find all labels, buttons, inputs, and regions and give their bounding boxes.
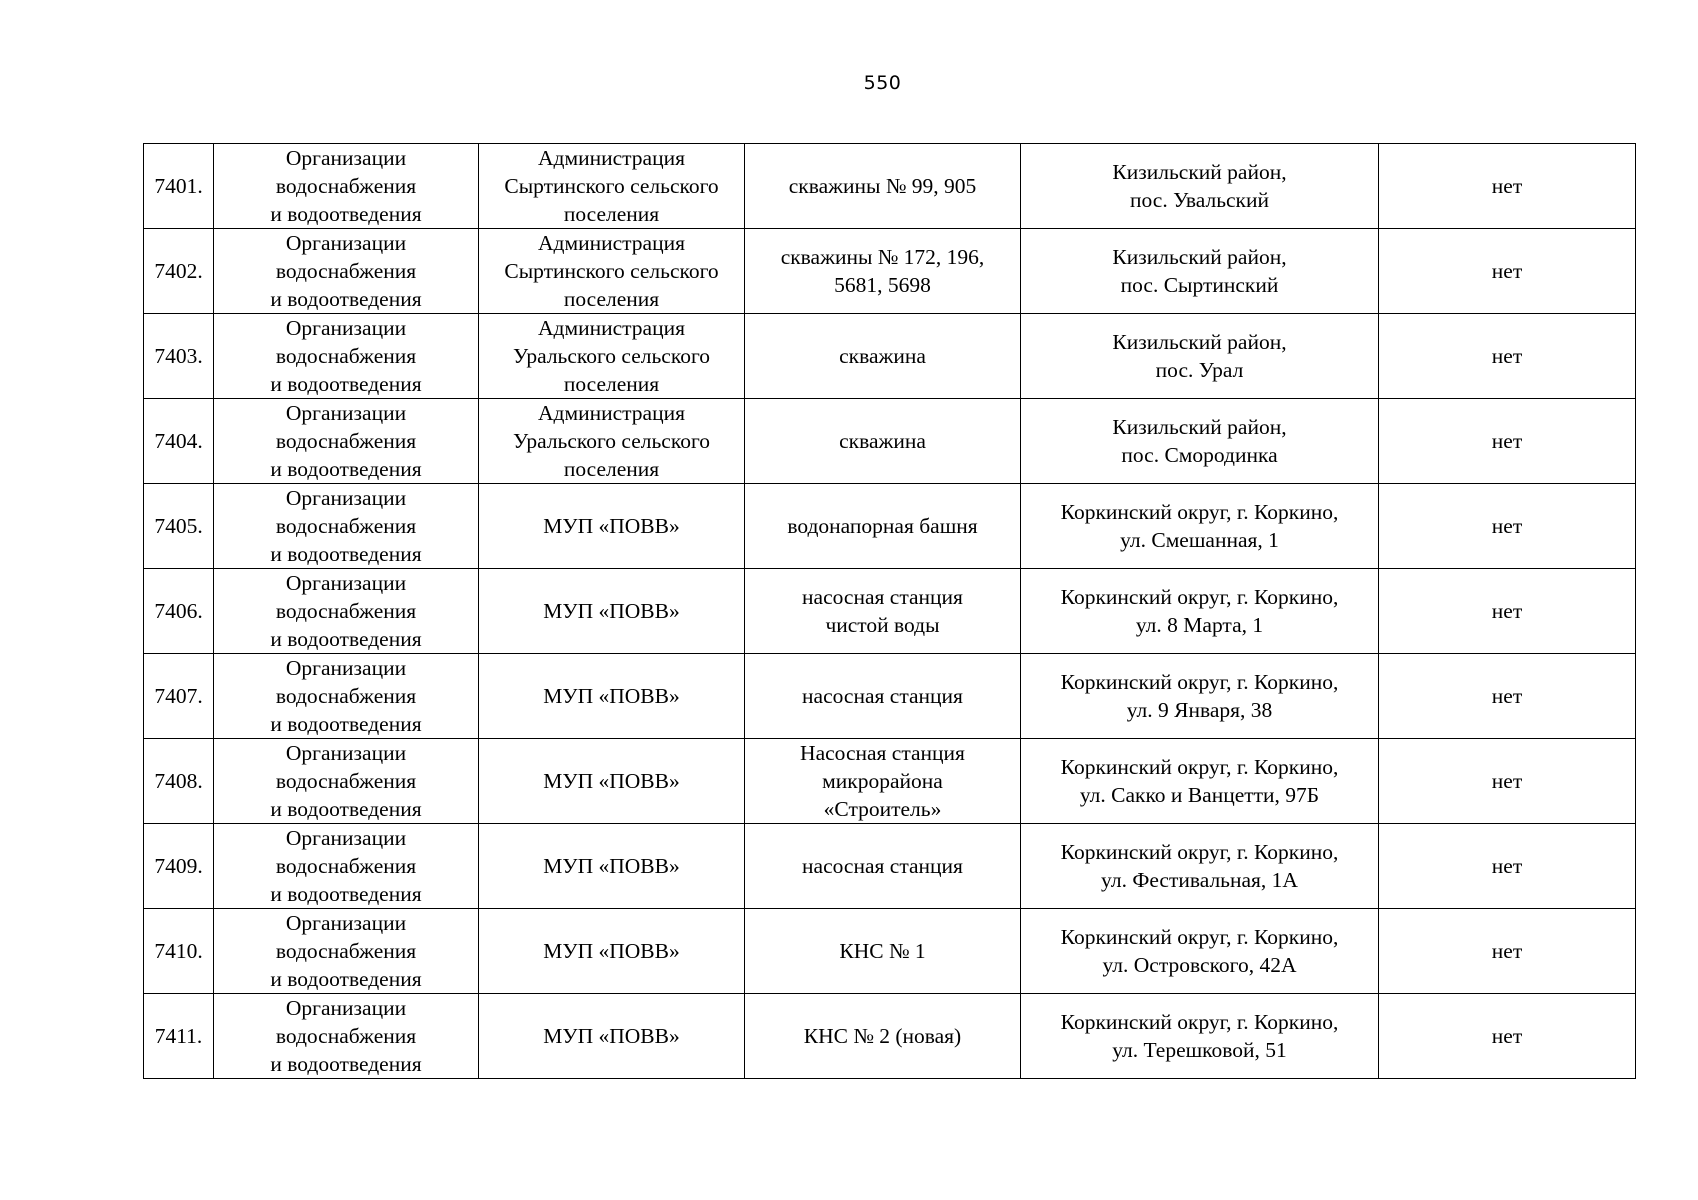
category-cell: Организации водоснабжения и водоотведения: [214, 399, 479, 484]
object-cell: Насосная станция микрорайона «Строитель»: [745, 739, 1021, 824]
flag-cell: нет: [1379, 739, 1636, 824]
table-row: [144, 994, 1636, 1079]
address-cell: Коркинский округ, г. Коркино, ул. Фестивальная, 1А: [1021, 824, 1379, 909]
address-cell: Кизильский район, пос. Сыртинский: [1021, 229, 1379, 314]
table-row: [144, 824, 1636, 909]
object-cell: водонапорная башня: [745, 484, 1021, 569]
category-cell: Организации водоснабжения и водоотведения: [214, 654, 479, 739]
table-row: [144, 484, 1636, 569]
organization-cell: МУП «ПОВВ»: [479, 654, 745, 739]
table-row: [144, 314, 1636, 399]
category-cell: Организации водоснабжения и водоотведения: [214, 739, 479, 824]
organization-cell: МУП «ПОВВ»: [479, 484, 745, 569]
organization-cell: МУП «ПОВВ»: [479, 824, 745, 909]
row-number: 7407.: [144, 654, 214, 739]
organization-cell: Администрация Сыртинского сельского поселения: [479, 144, 745, 229]
category-cell: Организации водоснабжения и водоотведения: [214, 484, 479, 569]
flag-cell: нет: [1379, 994, 1636, 1079]
object-cell: насосная станция: [745, 824, 1021, 909]
flag-cell: нет: [1379, 569, 1636, 654]
object-cell: насосная станция: [745, 654, 1021, 739]
table-row: [144, 144, 1636, 229]
flag-cell: нет: [1379, 229, 1636, 314]
flag-cell: нет: [1379, 399, 1636, 484]
table-row: [144, 654, 1636, 739]
registry-table: [143, 143, 1636, 1079]
flag-cell: нет: [1379, 654, 1636, 739]
row-number: 7405.: [144, 484, 214, 569]
object-cell: скважины № 172, 196, 5681, 5698: [745, 229, 1021, 314]
table-row: [144, 909, 1636, 994]
table-row: [144, 569, 1636, 654]
object-cell: скважина: [745, 314, 1021, 399]
row-number: 7406.: [144, 569, 214, 654]
address-cell: Коркинский округ, г. Коркино, ул. Островского, 42А: [1021, 909, 1379, 994]
table-row: [144, 399, 1636, 484]
flag-cell: нет: [1379, 144, 1636, 229]
organization-cell: МУП «ПОВВ»: [479, 994, 745, 1079]
row-number: 7411.: [144, 994, 214, 1079]
organization-cell: Администрация Сыртинского сельского поселения: [479, 229, 745, 314]
organization-cell: МУП «ПОВВ»: [479, 739, 745, 824]
row-number: 7403.: [144, 314, 214, 399]
row-number: 7404.: [144, 399, 214, 484]
page-number: 550: [863, 72, 902, 94]
category-cell: Организации водоснабжения и водоотведения: [214, 314, 479, 399]
address-cell: Коркинский округ, г. Коркино, ул. Смешанная, 1: [1021, 484, 1379, 569]
category-cell: Организации водоснабжения и водоотведения: [214, 144, 479, 229]
flag-cell: нет: [1379, 484, 1636, 569]
object-cell: КНС № 1: [745, 909, 1021, 994]
object-cell: КНС № 2 (новая): [745, 994, 1021, 1079]
flag-cell: нет: [1379, 824, 1636, 909]
address-cell: Коркинский округ, г. Коркино, ул. Терешковой, 51: [1021, 994, 1379, 1079]
table-row: [144, 229, 1636, 314]
row-number: 7410.: [144, 909, 214, 994]
address-cell: Кизильский район, пос. Урал: [1021, 314, 1379, 399]
row-number: 7408.: [144, 739, 214, 824]
object-cell: скважины № 99, 905: [745, 144, 1021, 229]
address-cell: Кизильский район, пос. Увальский: [1021, 144, 1379, 229]
category-cell: Организации водоснабжения и водоотведения: [214, 994, 479, 1079]
address-cell: Коркинский округ, г. Коркино, ул. 8 Марта, 1: [1021, 569, 1379, 654]
object-cell: насосная станция чистой воды: [745, 569, 1021, 654]
category-cell: Организации водоснабжения и водоотведения: [214, 909, 479, 994]
flag-cell: нет: [1379, 909, 1636, 994]
organization-cell: Администрация Уральского сельского поселения: [479, 399, 745, 484]
address-cell: Коркинский округ, г. Коркино, ул. 9 Января, 38: [1021, 654, 1379, 739]
category-cell: Организации водоснабжения и водоотведения: [214, 824, 479, 909]
organization-cell: Администрация Уральского сельского поселения: [479, 314, 745, 399]
address-cell: Коркинский округ, г. Коркино, ул. Сакко и Ванцетти, 97Б: [1021, 739, 1379, 824]
row-number: 7409.: [144, 824, 214, 909]
category-cell: Организации водоснабжения и водоотведения: [214, 229, 479, 314]
row-number: 7401.: [144, 144, 214, 229]
organization-cell: МУП «ПОВВ»: [479, 909, 745, 994]
table-row: [144, 739, 1636, 824]
category-cell: Организации водоснабжения и водоотведения: [214, 569, 479, 654]
object-cell: скважина: [745, 399, 1021, 484]
row-number: 7402.: [144, 229, 214, 314]
address-cell: Кизильский район, пос. Смородинка: [1021, 399, 1379, 484]
flag-cell: нет: [1379, 314, 1636, 399]
organization-cell: МУП «ПОВВ»: [479, 569, 745, 654]
